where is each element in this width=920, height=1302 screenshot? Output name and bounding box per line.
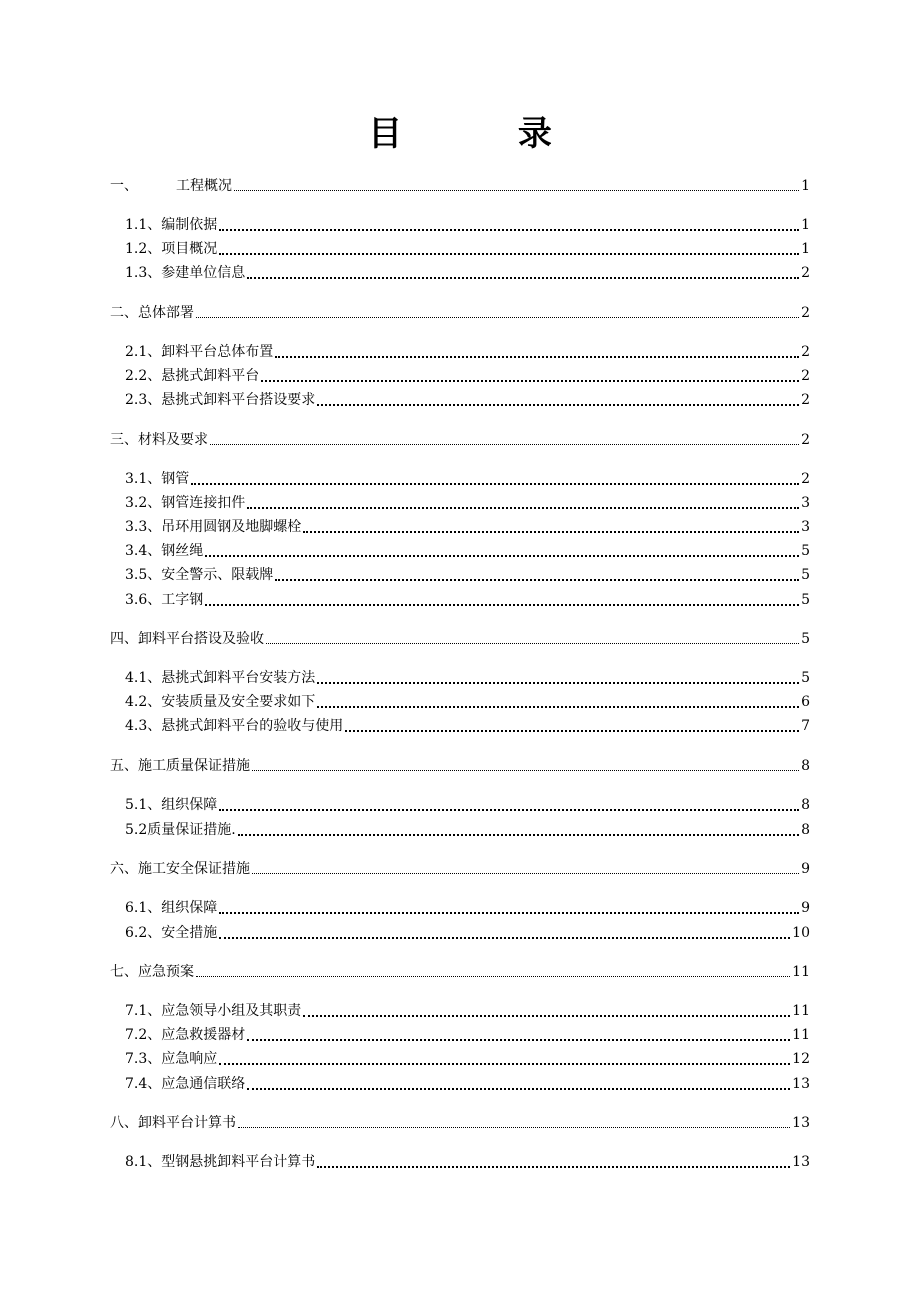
- toc-page-number: 8: [801, 797, 810, 813]
- toc-entry-number: 3.1、: [125, 471, 162, 487]
- dot-leader: [247, 1074, 790, 1094]
- toc-entry-label: [110, 1113, 238, 1133]
- toc-page-number: 7: [801, 718, 810, 734]
- toc-section-entry[interactable]: [125, 716, 810, 736]
- toc-entry-label: [125, 820, 238, 840]
- toc-entry-text: 施工安全保证措施: [138, 861, 250, 877]
- toc-page-number: 9: [801, 900, 810, 916]
- toc-entry-text: 工字钢: [161, 592, 204, 608]
- toc-entry-label: [125, 716, 345, 736]
- toc-entry-number: 5.2: [125, 822, 148, 838]
- toc-entry-label: [125, 541, 205, 561]
- toc-page-number: 2: [801, 471, 810, 487]
- toc-entry-text: 型钢悬挑卸料平台计算书: [161, 1154, 316, 1170]
- dot-leader: [191, 469, 799, 489]
- toc-page-number: 5: [801, 543, 810, 559]
- dot-leader: [234, 176, 799, 196]
- toc-entry-label: [125, 795, 219, 815]
- toc-section-entry[interactable]: [125, 692, 810, 712]
- dot-leader: [247, 263, 799, 283]
- toc-entry-text: 总体部署: [138, 305, 194, 321]
- toc-entry-number: 2.3、: [125, 392, 162, 408]
- toc-entry-label: [125, 263, 247, 283]
- toc-entry-text: 组织保障: [161, 900, 218, 916]
- dot-leader: [266, 629, 799, 649]
- toc-page-number: 8: [801, 758, 810, 774]
- toc-entry-label: [110, 629, 266, 649]
- toc-entry-label: [110, 859, 252, 879]
- dot-leader: [205, 590, 799, 610]
- dot-leader: [247, 1025, 790, 1045]
- toc-page-number: 2: [801, 392, 810, 408]
- toc-entry-label: [110, 303, 196, 323]
- toc-entry-number: 八、: [110, 1115, 138, 1131]
- toc-page-number: 5: [801, 567, 810, 583]
- toc-page-number: 3: [801, 495, 810, 511]
- toc-entry-label: [110, 430, 210, 450]
- toc-section-entry[interactable]: [125, 263, 810, 283]
- dot-leader: [317, 1152, 790, 1172]
- toc-entry-text: 钢丝绳: [161, 543, 204, 559]
- toc-entry-text: 卸料平台计算书: [138, 1115, 236, 1131]
- toc-entry-number: 3.3、: [125, 519, 162, 535]
- toc-section-entry[interactable]: [125, 541, 810, 561]
- toc-entry-text: 卸料平台总体布置: [161, 344, 274, 360]
- toc-entry-text: 质量保证措施.: [147, 822, 236, 838]
- toc-entry-label: [125, 1152, 317, 1172]
- dot-leader: [238, 1113, 790, 1133]
- toc-entry-text: 安装质量及安全要求如下: [161, 694, 316, 710]
- toc-entry-label: [125, 342, 275, 362]
- toc-entry-label: [125, 668, 317, 688]
- toc-entry-text: 钢管: [161, 471, 190, 487]
- toc-page-number: 13: [792, 1154, 810, 1170]
- page-title: 目 录: [368, 114, 604, 154]
- dot-leader: [219, 239, 799, 259]
- toc-entry-label: [125, 517, 303, 537]
- toc-entry-number: 3.4、: [125, 543, 162, 559]
- toc-section-entry[interactable]: [125, 590, 810, 610]
- toc-page-number: 2: [801, 344, 810, 360]
- toc-entry-text: 钢管连接扣件: [161, 495, 246, 511]
- toc-entry-number: 3.5、: [125, 567, 162, 583]
- toc-section-entry[interactable]: [125, 1074, 810, 1094]
- toc-entry-label: [125, 565, 275, 585]
- dot-leader: [210, 430, 799, 450]
- dot-leader: [196, 303, 799, 323]
- toc-chapter-entry[interactable]: [110, 859, 810, 879]
- toc-section-entry[interactable]: [125, 1152, 810, 1172]
- toc-entry-text: 悬挑式卸料平台安装方法: [161, 670, 316, 686]
- dot-leader: [317, 692, 799, 712]
- dot-leader: [219, 215, 799, 235]
- toc-chapter-entry[interactable]: [110, 629, 810, 649]
- toc-page-number: 3: [801, 519, 810, 535]
- toc-section-entry[interactable]: [125, 820, 810, 840]
- toc-page-number: 1: [801, 241, 810, 257]
- toc-entry-text: 应急救援器材: [161, 1027, 246, 1043]
- toc-page-number: 13: [792, 1115, 810, 1131]
- toc-section-entry[interactable]: [125, 342, 810, 362]
- toc-entry-text: 应急通信联络: [161, 1076, 246, 1092]
- toc-entry-label: [125, 1025, 247, 1045]
- toc-section-entry[interactable]: [125, 215, 810, 235]
- toc-entry-number: 7.4、: [125, 1076, 162, 1092]
- dot-leader: [303, 517, 799, 537]
- toc-entry-label: [110, 962, 196, 982]
- dot-leader: [238, 820, 799, 840]
- toc-page-number: 11: [792, 1003, 810, 1019]
- toc-section-entry[interactable]: [125, 390, 810, 410]
- toc-entry-number: 一、: [110, 178, 138, 194]
- dot-leader: [219, 1049, 790, 1069]
- toc-entry-number: 2.1、: [125, 344, 162, 360]
- toc-section-entry[interactable]: [125, 668, 810, 688]
- toc-section-entry[interactable]: [125, 1001, 810, 1021]
- toc-page-number: 11: [792, 1027, 810, 1043]
- toc-entry-label: [125, 590, 205, 610]
- toc-entry-number: 四、: [110, 631, 138, 647]
- dot-leader: [252, 859, 799, 879]
- toc-page-number: 5: [801, 631, 810, 647]
- toc-section-entry[interactable]: [125, 565, 810, 585]
- toc-entry-label: [125, 923, 219, 943]
- toc-entry-number: 6.2、: [125, 925, 162, 941]
- toc-section-entry[interactable]: [125, 1049, 810, 1069]
- toc-section-entry[interactable]: [125, 1025, 810, 1045]
- dot-leader: [205, 541, 799, 561]
- toc-entry-label: [125, 239, 219, 259]
- toc-section-entry[interactable]: [125, 795, 810, 815]
- toc-entry-label: [125, 1001, 303, 1021]
- toc-section-entry[interactable]: [125, 469, 810, 489]
- toc-section-entry[interactable]: [125, 239, 810, 259]
- toc-entry-text: 应急领导小组及其职责: [161, 1003, 302, 1019]
- toc-entry-label: [125, 493, 247, 513]
- toc-page-number: 1: [801, 217, 810, 233]
- toc-chapter-entry[interactable]: [110, 1113, 810, 1133]
- toc-page-number: 6: [801, 694, 810, 710]
- toc-entry-number: 4.2、: [125, 694, 162, 710]
- toc-section-entry[interactable]: [125, 517, 810, 537]
- toc-entry-text: 安全警示、限载牌: [161, 567, 274, 583]
- toc-page-number: 1: [801, 178, 810, 194]
- dot-leader: [317, 668, 799, 688]
- toc-page-number: 9: [801, 861, 810, 877]
- toc-entry-label: [125, 898, 219, 918]
- toc-entry-text: 悬挑式卸料平台的验收与使用: [161, 718, 344, 734]
- dot-leader: [303, 1001, 790, 1021]
- toc-chapter-entry[interactable]: [110, 962, 810, 982]
- toc-entry-text: 应急预案: [138, 964, 194, 980]
- dot-leader: [219, 923, 790, 943]
- toc-page-number: 13: [792, 1076, 810, 1092]
- dot-leader: [275, 342, 799, 362]
- toc-chapter-entry[interactable]: [110, 756, 810, 776]
- toc-entry-number: 1.2、: [125, 241, 162, 257]
- toc-entry-text: 材料及要求: [138, 432, 208, 448]
- toc-page-number: 12: [792, 1051, 810, 1067]
- toc-page-number: 2: [801, 265, 810, 281]
- toc-entry-text: 参建单位信息: [161, 265, 246, 281]
- dot-leader: [345, 716, 799, 736]
- toc-entry-text: 安全措施: [161, 925, 218, 941]
- toc-entry-number: 4.3、: [125, 718, 162, 734]
- toc-entry-number: 1.3、: [125, 265, 162, 281]
- toc-page-number: 2: [801, 368, 810, 384]
- toc-page-number: 2: [801, 305, 810, 321]
- dot-leader: [219, 898, 799, 918]
- toc-chapter-entry[interactable]: [110, 303, 810, 323]
- toc-entry-label: [125, 215, 219, 235]
- toc-section-entry[interactable]: [125, 493, 810, 513]
- toc-chapter-entry[interactable]: [110, 176, 810, 196]
- toc-entry-number: 7.3、: [125, 1051, 162, 1067]
- toc-entry-number: 5.1、: [125, 797, 162, 813]
- toc-entry-text: 吊环用圆钢及地脚螺栓: [161, 519, 302, 535]
- toc-entry-number: 7.1、: [125, 1003, 162, 1019]
- toc-entry-number: 五、: [110, 758, 138, 774]
- toc-entry-number: 2.2、: [125, 368, 162, 384]
- toc-section-entry[interactable]: [125, 366, 810, 386]
- dot-leader: [252, 756, 799, 776]
- toc-entry-number: 3.2、: [125, 495, 162, 511]
- dot-leader: [317, 390, 799, 410]
- toc-entry-label: [125, 1074, 247, 1094]
- toc-entry-label: [125, 390, 317, 410]
- toc-entry-text: 应急响应: [161, 1051, 218, 1067]
- toc-entry-number: 七、: [110, 964, 138, 980]
- toc-page-number: 5: [801, 592, 810, 608]
- toc-chapter-entry[interactable]: [110, 430, 810, 450]
- toc-entry-number: 1.1、: [125, 217, 162, 233]
- toc-entry-text: 卸料平台搭设及验收: [138, 631, 264, 647]
- toc-entry-label: [125, 692, 317, 712]
- toc-page-number: 11: [792, 964, 810, 980]
- toc-entry-number: 6.1、: [125, 900, 162, 916]
- dot-leader: [247, 493, 799, 513]
- toc-page-number: 2: [801, 432, 810, 448]
- dot-leader: [219, 795, 799, 815]
- toc-entry-text: 编制依据: [161, 217, 218, 233]
- toc-entry-number: 六、: [110, 861, 138, 877]
- toc-entry-label: [125, 366, 261, 386]
- toc-entry-text: 组织保障: [161, 797, 218, 813]
- toc-entry-text: 悬挑式卸料平台: [161, 368, 260, 384]
- toc-page-number: 8: [801, 822, 810, 838]
- toc-entry-text: 施工质量保证措施: [138, 758, 250, 774]
- toc-entry-number: 4.1、: [125, 670, 162, 686]
- toc-entry-number: 二、: [110, 305, 138, 321]
- toc-entry-number: 8.1、: [125, 1154, 162, 1170]
- dot-leader: [275, 565, 799, 585]
- toc-section-entry[interactable]: [125, 898, 810, 918]
- toc-page-number: 5: [801, 670, 810, 686]
- dot-leader: [196, 962, 790, 982]
- toc-section-entry[interactable]: [125, 923, 810, 943]
- toc-entry-number: 3.6、: [125, 592, 162, 608]
- toc-entry-label: [125, 469, 191, 489]
- toc-entry-label: [110, 756, 252, 776]
- toc-entry-number: 7.2、: [125, 1027, 162, 1043]
- toc-entry-number: 三、: [110, 432, 138, 448]
- toc-entry-label: [125, 1049, 219, 1069]
- toc-entry-label: [110, 176, 234, 196]
- toc-entry-text: 悬挑式卸料平台搭设要求: [161, 392, 316, 408]
- toc-entry-text: 项目概况: [161, 241, 218, 257]
- toc-page-number: 10: [792, 925, 810, 941]
- dot-leader: [261, 366, 799, 386]
- toc-entry-text: 工程概况: [176, 178, 232, 194]
